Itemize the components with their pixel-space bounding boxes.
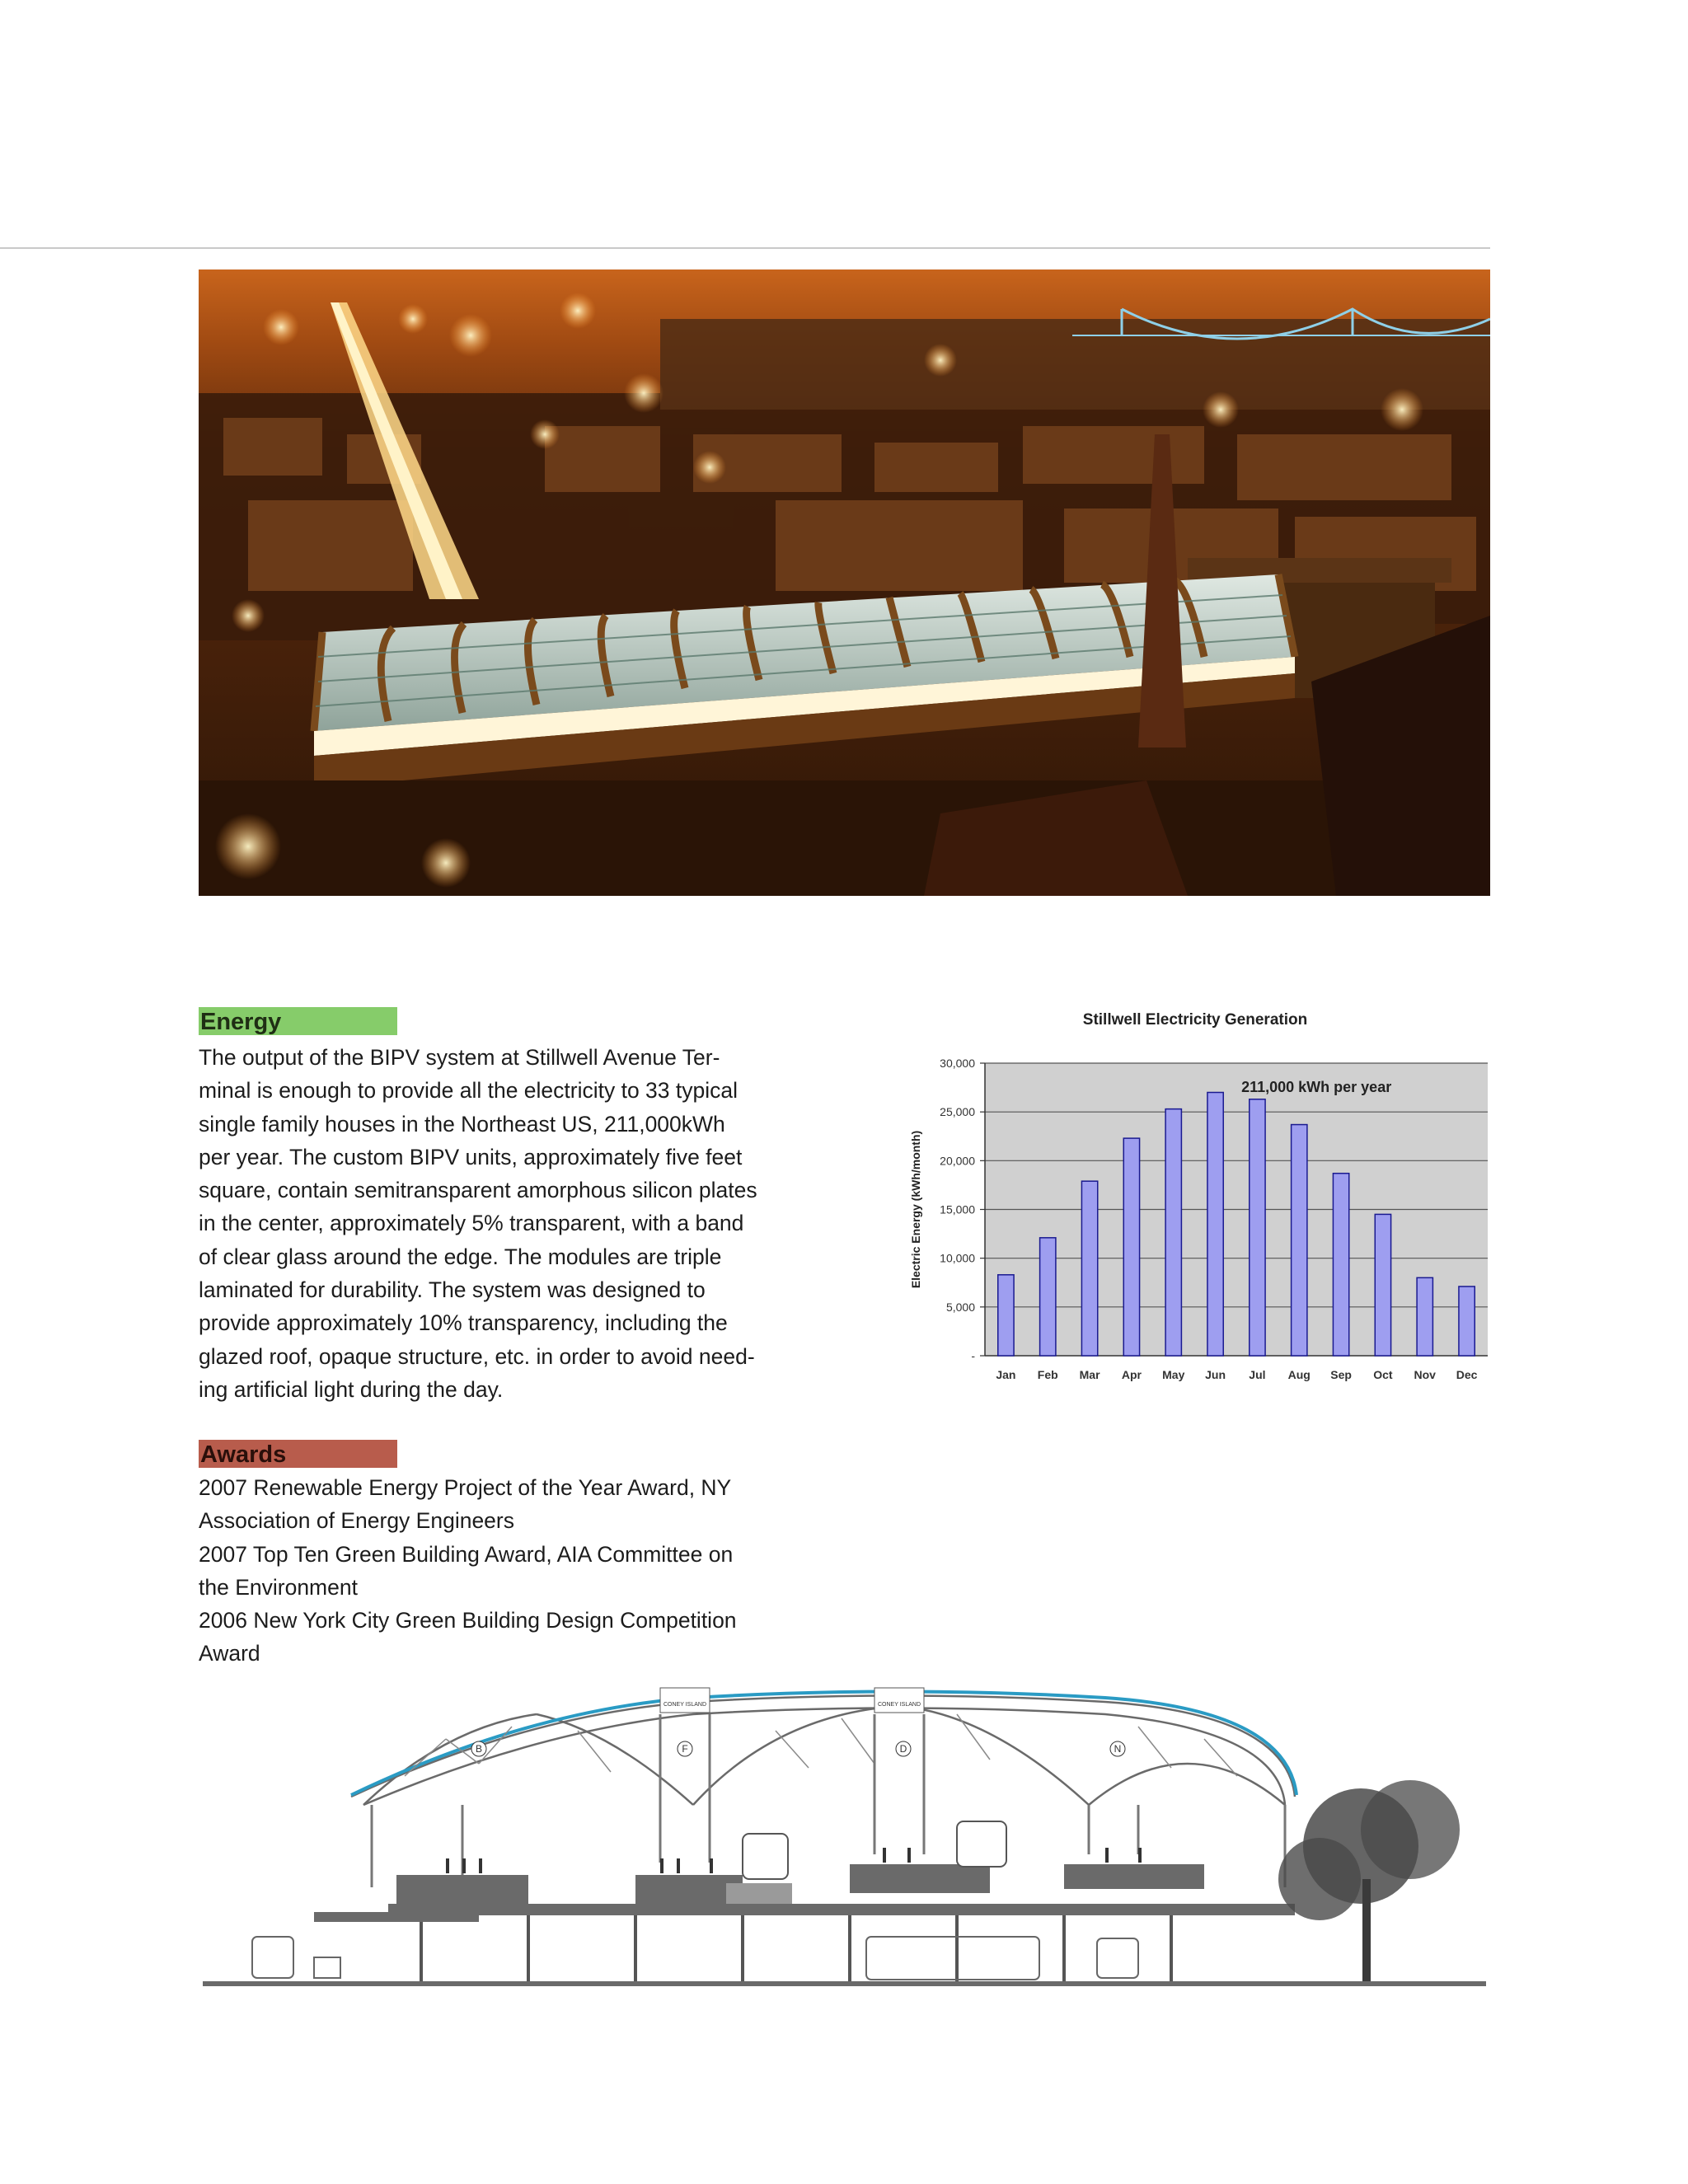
awards-heading: Awards bbox=[199, 1440, 397, 1468]
energy-line: single family houses in the Northeast US, 211,000kWh bbox=[199, 1111, 725, 1137]
chart-bar bbox=[1375, 1214, 1390, 1356]
terminal-aerial-photo bbox=[199, 269, 1490, 896]
chart-x-tick-label: Dec bbox=[1456, 1368, 1478, 1381]
chart-y-tick-label: 15,000 bbox=[940, 1202, 975, 1216]
line-label: F bbox=[682, 1743, 688, 1755]
top-divider-rule bbox=[0, 247, 1490, 249]
chart-y-tick-label: 30,000 bbox=[940, 1057, 975, 1070]
terminal-cross-section-drawing bbox=[199, 1681, 1490, 1994]
energy-line: in the center, approximately 5% transparent, with a band bbox=[199, 1211, 744, 1236]
chart-bar bbox=[1165, 1109, 1181, 1356]
electricity-generation-chart bbox=[898, 1001, 1508, 1413]
chart-y-axis-label: Electric Energy (kWh/month) bbox=[909, 1130, 922, 1289]
chart-y-tick-label: 10,000 bbox=[940, 1251, 975, 1265]
award-line: the Environment bbox=[199, 1574, 358, 1600]
line-label: N bbox=[1114, 1743, 1122, 1755]
award-line: Association of Energy Engineers bbox=[199, 1508, 514, 1534]
energy-line: provide approximately 10% transparency, including the bbox=[199, 1310, 728, 1336]
chart-bar bbox=[1292, 1125, 1307, 1356]
chart-bar bbox=[1250, 1099, 1265, 1356]
energy-line: laminated for durability. The system was designed to bbox=[199, 1277, 706, 1303]
energy-line: glazed roof, opaque structure, etc. in order to avoid need- bbox=[199, 1343, 755, 1369]
chart-x-tick-label: Jun bbox=[1205, 1368, 1226, 1381]
award-line: 2007 Top Ten Green Building Award, AIA Committee on bbox=[199, 1541, 734, 1567]
chart-bar bbox=[998, 1275, 1014, 1356]
chart-x-tick-label: Jul bbox=[1249, 1368, 1266, 1381]
chart-y-tick-label: 25,000 bbox=[940, 1105, 975, 1119]
sign-label: CONEY ISLAND bbox=[663, 1702, 706, 1708]
chart-x-tick-label: Apr bbox=[1121, 1368, 1142, 1381]
sign-label: CONEY ISLAND bbox=[878, 1702, 921, 1708]
chart-x-tick-label: Jan bbox=[996, 1368, 1016, 1381]
chart-bar bbox=[1417, 1277, 1432, 1356]
chart-x-tick-label: Oct bbox=[1373, 1368, 1393, 1381]
energy-paragraph bbox=[199, 1041, 792, 1406]
chart-svg bbox=[898, 1001, 1508, 1413]
chart-bar bbox=[1123, 1138, 1139, 1356]
chart-x-tick-label: May bbox=[1162, 1368, 1185, 1381]
chart-bar bbox=[1207, 1093, 1223, 1357]
chart-x-tick-label: Feb bbox=[1037, 1368, 1058, 1381]
chart-x-tick-label: Sep bbox=[1330, 1368, 1352, 1381]
chart-y-tick-label: 20,000 bbox=[940, 1154, 975, 1168]
energy-line: minal is enough to provide all the electricity to 33 typical bbox=[199, 1078, 738, 1104]
chart-annotation: 211,000 kWh per year bbox=[1241, 1079, 1392, 1095]
chart-bar bbox=[1459, 1286, 1475, 1356]
chart-bar bbox=[1333, 1174, 1348, 1356]
chart-y-tick-label: 5,000 bbox=[945, 1300, 975, 1314]
energy-line: of clear glass around the edge. The modules are triple bbox=[199, 1244, 722, 1269]
chart-x-tick-label: Nov bbox=[1414, 1368, 1436, 1381]
line-label: D bbox=[899, 1743, 907, 1755]
energy-line: The output of the BIPV system at Stillwell Avenue Ter- bbox=[199, 1045, 720, 1070]
awards-list bbox=[199, 1471, 792, 1671]
chart-bar bbox=[1040, 1238, 1056, 1356]
award-line: 2007 Renewable Energy Project of the Year Award, NY bbox=[199, 1475, 732, 1500]
chart-bar bbox=[1081, 1181, 1097, 1356]
chart-title: Stillwell Electricity Generation bbox=[1082, 1011, 1308, 1029]
chart-x-tick-label: Aug bbox=[1287, 1368, 1311, 1381]
chart-x-tick-label: Mar bbox=[1079, 1368, 1100, 1381]
award-line: Award bbox=[199, 1641, 260, 1666]
energy-line: ing artificial light during the day. bbox=[199, 1376, 504, 1402]
energy-line: per year. The custom BIPV units, approximately five feet bbox=[199, 1144, 743, 1169]
energy-line: square, contain semitransparent amorphous silicon plates bbox=[199, 1178, 757, 1203]
energy-heading: Energy bbox=[199, 1007, 397, 1035]
award-line: 2006 New York City Green Building Design Competition bbox=[199, 1608, 737, 1633]
line-label: B bbox=[475, 1743, 483, 1755]
chart-y-tick-label: - bbox=[971, 1349, 975, 1362]
